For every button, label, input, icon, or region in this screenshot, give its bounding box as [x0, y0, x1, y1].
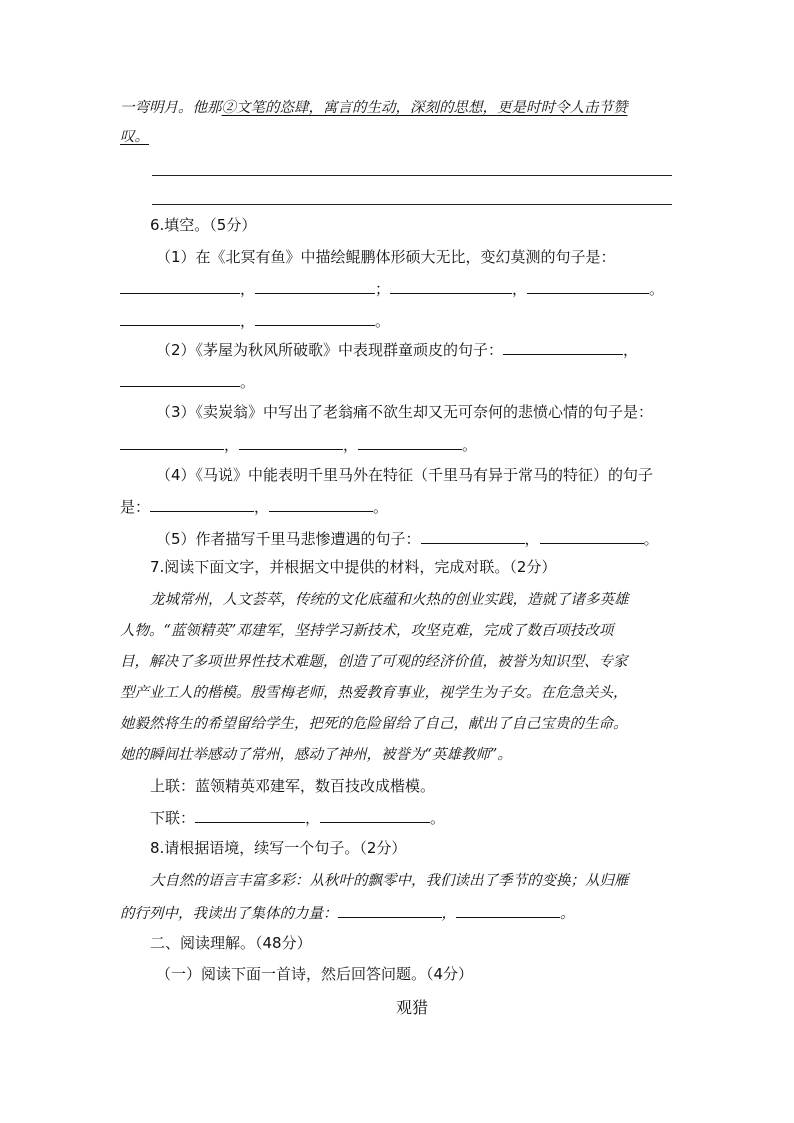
blank[interactable]: [239, 434, 343, 450]
blank[interactable]: [320, 807, 430, 823]
section2-title: 二、阅读理解。（48分）: [150, 934, 312, 952]
q6-p2-row2: 。: [120, 371, 255, 392]
blank[interactable]: [255, 310, 375, 326]
q7-passage-line: 人物。“蓝领精英”邓建军，坚持学习新技术，攻坚克难，完成了数百项技改项: [120, 623, 614, 639]
q6-p3-blanks: ， ， 。: [120, 434, 477, 455]
q8-line-1: 大自然的语言丰富多彩：从秋叶的飘零中，我们读出了季节的变换；从归雁: [150, 873, 629, 889]
blank[interactable]: [390, 278, 512, 294]
blank[interactable]: [338, 902, 442, 918]
answer-line-1[interactable]: [152, 175, 672, 176]
blank[interactable]: [456, 902, 560, 918]
q7-upper-couplet: 上联：蓝领精英邓建军，数百技改成楷模。: [150, 777, 436, 795]
intro-line-1: [120, 98, 628, 118]
intro-underlined-text-2: 叹。: [120, 129, 149, 145]
blank[interactable]: [269, 496, 373, 512]
q6-p1-blanks-row2: ， 。: [120, 310, 390, 331]
q7-passage-line: 目，解决了多项世界性技术难题，创造了可观的经济价值，被誉为知识型、专家: [120, 654, 628, 670]
q7-passage-line: 型产业工人的楷模。殷雪梅老师，热爱教育事业，视学生为子女。在危急关头，: [120, 685, 628, 701]
blank[interactable]: [358, 434, 462, 450]
blank[interactable]: [120, 310, 240, 326]
q7-title: 7.阅读下面文字，并根据文中提供的材料，完成对联。（2分）: [150, 558, 557, 576]
blank[interactable]: [150, 496, 254, 512]
blank[interactable]: [527, 278, 649, 294]
intro-underlined-text: ②文笔的恣肆，寓言的生动，深刻的思想，更是时时令人击节赞: [221, 100, 628, 116]
q7-lower-couplet: 下联： ， 。: [150, 809, 446, 827]
q7-passage-line: 她的瞬间壮举感动了常州，感动了神州，被誉为“英雄教师”。: [120, 747, 512, 763]
blank[interactable]: [195, 807, 305, 823]
q6-p1: （1）在《北冥有鱼》中描绘鲲鹏体形硕大无比，变幻莫测的句子是：: [156, 248, 616, 266]
q6-p3: （3）《卖炭翁》中写出了老翁痛不欲生却又无可奈何的悲愤心情的句子是：: [156, 403, 654, 421]
section2-sub: （一）阅读下面一首诗，然后回答问题。（4分）: [156, 965, 474, 983]
q7-passage-line: 她毅然将生的希望留给学生，把死的危险留给了自己，献出了自己宝贵的生命。: [120, 716, 628, 732]
blank[interactable]: [120, 434, 224, 450]
intro-text: 一弯明月。他那: [120, 100, 222, 116]
blank[interactable]: [421, 528, 525, 544]
intro-line-2: [120, 127, 149, 147]
answer-line-2[interactable]: [152, 204, 672, 205]
poem-title: 观猎: [396, 998, 429, 1017]
q7-passage-line: 龙城常州，人文荟萃，传统的文化底蕴和火热的创业实践，造就了诸多英雄: [150, 592, 629, 608]
q6-p4a: （4）《马说》中能表明千里马外在特征（千里马有异于常马的特征）的句子: [156, 466, 654, 484]
q6-p1-blanks-row1: ， ； ， 。: [120, 278, 664, 299]
blank[interactable]: [120, 278, 240, 294]
q6-title: 6.填空。（5分）: [150, 216, 257, 234]
q6-p5: （5）作者描写千里马悲惨遭遇的句子： ， 。: [156, 530, 659, 548]
blank[interactable]: [540, 528, 644, 544]
blank[interactable]: [120, 371, 240, 387]
q8-line-2: 的行列中，我读出了集体的力量： ， 。: [120, 902, 575, 924]
blank[interactable]: [503, 339, 623, 355]
q8-title: 8.请根据语境，续写一个句子。（2分）: [150, 839, 407, 857]
q6-p4b: 是： ， 。: [120, 498, 389, 516]
blank[interactable]: [255, 278, 375, 294]
q6-p2: （2）《茅屋为秋风所破歌》中表现群童顽皮的句子： ，: [156, 341, 639, 359]
